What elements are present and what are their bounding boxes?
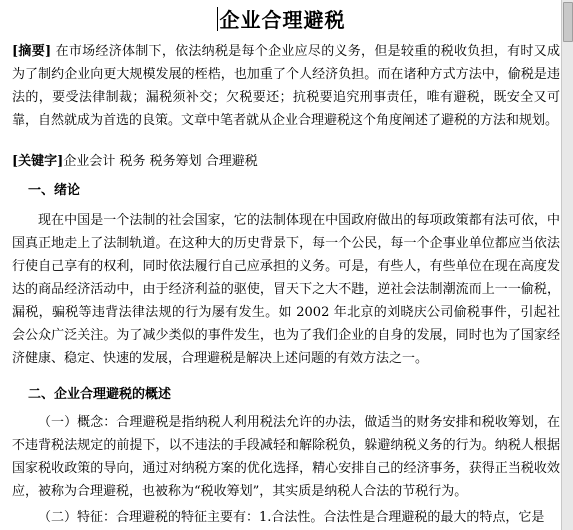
scrollbar-thumb[interactable] — [563, 2, 573, 42]
keywords-label: [关键字] — [12, 154, 64, 169]
keywords-paragraph — [12, 150, 560, 173]
section-heading-overview: 二、企业合理避税的概述 — [28, 387, 172, 402]
abstract-paragraph — [12, 40, 560, 140]
vertical-scrollbar[interactable] — [561, 0, 573, 530]
document-title: 企业合理避税 — [219, 8, 346, 32]
section2-features-paragraph: （二）特征：合理避税的特征主要有：1.合法性。合法性是合理避税的最大的特点，它是 — [38, 510, 545, 525]
abstract-text: 在市场经济体制下，依法纳税是每个企业应尽的义务，但是较重的税收负担，有时又成为了制约企业向更大规模发展的桎梏，也加重了个人经济负担。而在诸种方式方法中，偷税是违法的，要受法律制裁；漏税须补交；欠税要还；抗税要追究刑事责任，唯有避税，既安全又可靠，自然就成为首选的良策。文章中笔者就从企业合理避税这个角度阐述了避税的方法和规划。 — [12, 44, 560, 128]
keywords-text: 企业会计 税务 税务筹划 合理避税 — [63, 154, 258, 169]
section1-body-paragraph: 现在中国是一个法制的社会国家，它的法制体现在中国政府做出的每项政策都有法可依，中国真正地走上了法制轨道。在这种大的历史背景下，每一个公民，每一个企事业单位都应当依法行使自己享有的权利，同时依法履行自己应承担的义务。可是，有些人，有些单位在现在高度发达的商品经济活动中，由于经济利益的驱使，冒天下之大不韪，逆社会法制潮流而上一一偷税，漏税，骗税等违背法律法规的行为屡有发生。如 2002 年北京的刘晓庆公司偷税事件，引起社会公众广泛关注。为了减少类似的事件发生，也为了我们企业的自身的发展，同时也为了国家经济健康、稳定、快速的发展，合理避税是解决上述问题的有效方法之一。 — [12, 213, 560, 366]
section-heading-introduction: 一、绪论 — [28, 183, 81, 198]
abstract-label: [摘要] — [12, 44, 52, 59]
title-row — [0, 4, 562, 34]
section2-concept-paragraph: （一）概念：合理避税是指纳税人利用税法允许的办法，做适当的财务安排和税收筹划，在不违背税法规定的前提下，以不违法的手段减轻和解除税负，躲避纳税义务的行为。纳税人根据国家税收政策的导向，通过对纳税方案的优化选择，精心安排自己的经济事务，获得正当税收效应，被称为合理避税，也被称为“税收筹划”，其实质是纳税人合法的节税行为。 — [12, 415, 560, 499]
text-cursor — [217, 7, 218, 31]
